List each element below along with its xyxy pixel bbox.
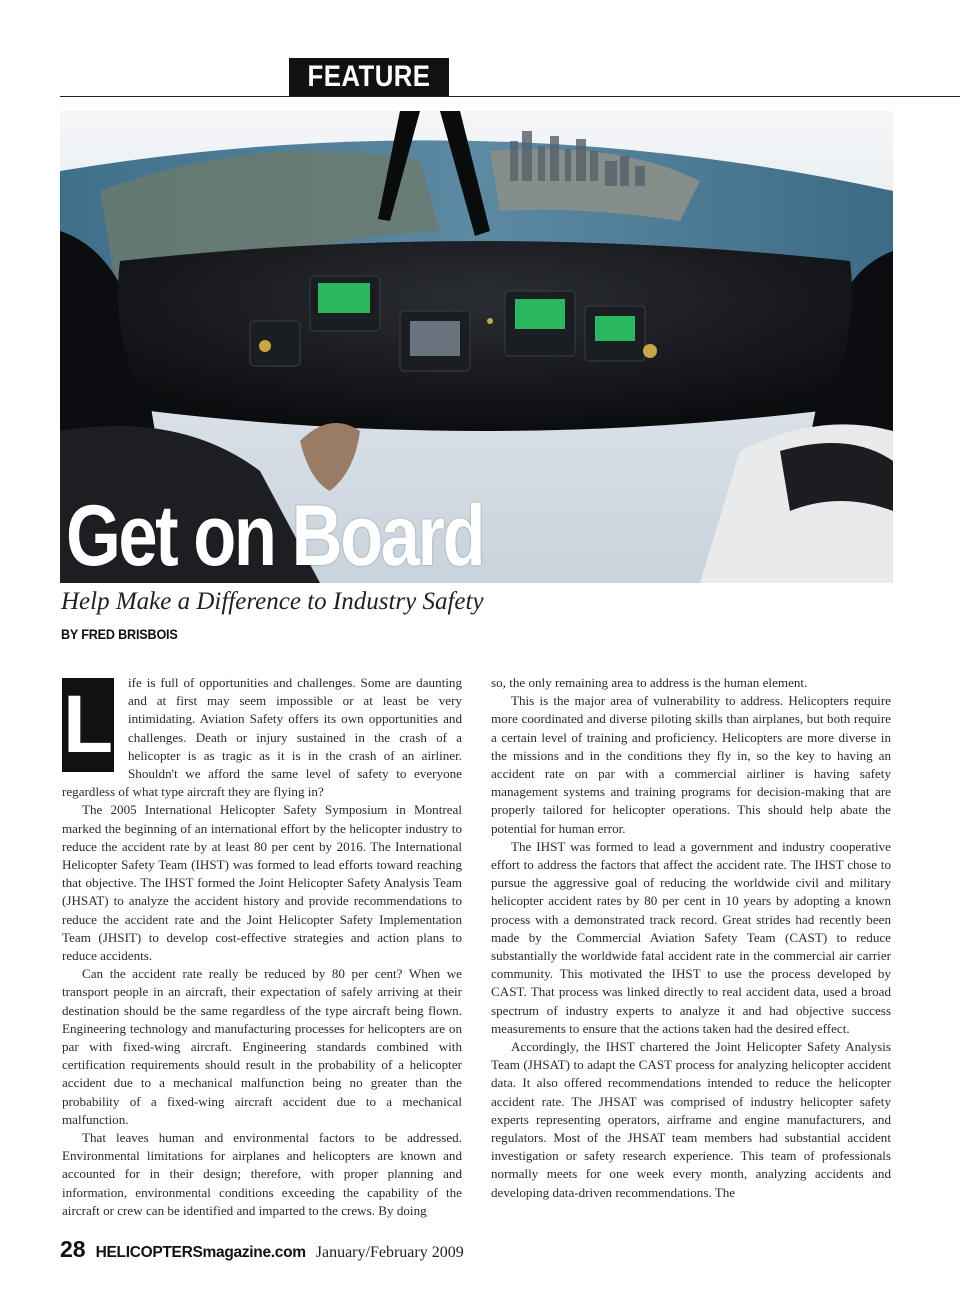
page-footer xyxy=(60,1236,464,1263)
dropcap: L xyxy=(62,679,114,770)
headline: Get on Board xyxy=(66,488,484,584)
subhead: Help Make a Difference to Industry Safety xyxy=(61,588,484,615)
paragraph: The IHST was formed to lead a government and industry cooperative effort to address the factors that affect the accident rate. The IHST chose to pursue the aggressive goal of reducing the worldwide civil and military helicopter accident rates by 80 per cent in 10 years by adopting a known process with a demonstrated track record. Great strides had recently been made by the Commercial Aviation Safety Team (CAST) to reduce substantially the worldwide fatal accident rate in the commercial air carrier community. This motivated the IHST to use the process developed by CAST. That process was linked directly to real accident data, used a broad spectrum of industry experts to analyze it and had objective success measurements to ensure that the actions taken had the desired effect. xyxy=(491,838,891,1036)
paragraph: Accordingly, the IHST chartered the Joint Helicopter Safety Analysis Team (JHSAT) to adapt the CAST process for analyzing helicopter accident data. It also offered recommendations intended to reduce the helicopter accident rate. The JHSAT was comprised of industry helicopter safety experts representing operators, airframe and engine manufacturers, and regulators. Most of the JHSAT team members had substantial accident investigation or safety research experience. This team of professionals normally meets for one week every month, analyzing accidents and developing data-driven recommendations. The xyxy=(491,1039,891,1200)
paragraph: The 2005 International Helicopter Safety Symposium in Montreal marked the beginning of an international effort by the helicopter industry to reduce the accident rate by at least 80 per cent by 2016. The International Helicopter Safety Team (IHST) was formed to lead efforts toward reaching that objective. The IHST formed the Joint Helicopter Safety Analysis Team (JHSAT) to analyze the accident history and provide recommendations to reduce the accident rate and the Joint Helicopter Safety Implementation Team (JHSIT) to develop cost-effective strategies and action plans to reduce accidents. xyxy=(62,802,462,964)
article-column-right xyxy=(491,674,891,1202)
paragraph: so, the only remaining area to address is the human element. xyxy=(491,675,808,690)
header-rule xyxy=(60,96,960,97)
byline: BY FRED BRISBOIS xyxy=(61,626,178,642)
site-link[interactable]: HELICOPTERSmagazine.com xyxy=(95,1244,306,1261)
paragraph: Can the accident rate really be reduced by 80 per cent? When we transport people in an aircraft, their expectation of safely arriving at their destination should be the same regardless of the type aircraft being flown. Engineering technology and manufacturing processes for helicopters are on par with fixed-wing aircraft. Engineering standards combined with certification requirements should result in the probability of a helicopter accident due to a mechanical malfunction being no greater than the probability of a fixed-wing aircraft accident due to a mechanical malfunction. xyxy=(62,966,462,1127)
issue-date: January/February 2009 xyxy=(315,1244,464,1261)
paragraph: This is the major area of vulnerability to address. Helicopters require more coordinated and diverse piloting skills than airplanes, but both require a certain level of training and proficiency. Helicopters are more diverse in the missions and in the conditions they fly in, so the key to having an accident rate on par with a commercial airliner is having safety management systems and training programs for decision-making that are properly tailored for helicopter operations. This should help abate the potential for human error. xyxy=(491,693,891,836)
article-column-left xyxy=(62,674,462,1220)
paragraph: That leaves human and environmental factors to be addressed. Environmental limitations for airplanes and helicopters are known and accounted for in their design; therefore, with proper planning and information, environmental conditions exceeding the capability of the aircraft or crew can be identified and imparted to the crews. By doing xyxy=(62,1130,462,1218)
page-number: 28 xyxy=(60,1236,86,1262)
paragraph: ife is full of opportunities and challenges. Some are daunting and at first may seem impossible or at least be very intimidating. Aviation Safety offers its own opportunities and challenges. Death or injury sustained in the crash of a helicopter is as tragic as it is in the crash of an airliner. Shouldn't we afford the same level of safety to everyone regardless of what type aircraft they are flying in? xyxy=(62,675,462,800)
section-label: FEATURE xyxy=(289,58,449,96)
